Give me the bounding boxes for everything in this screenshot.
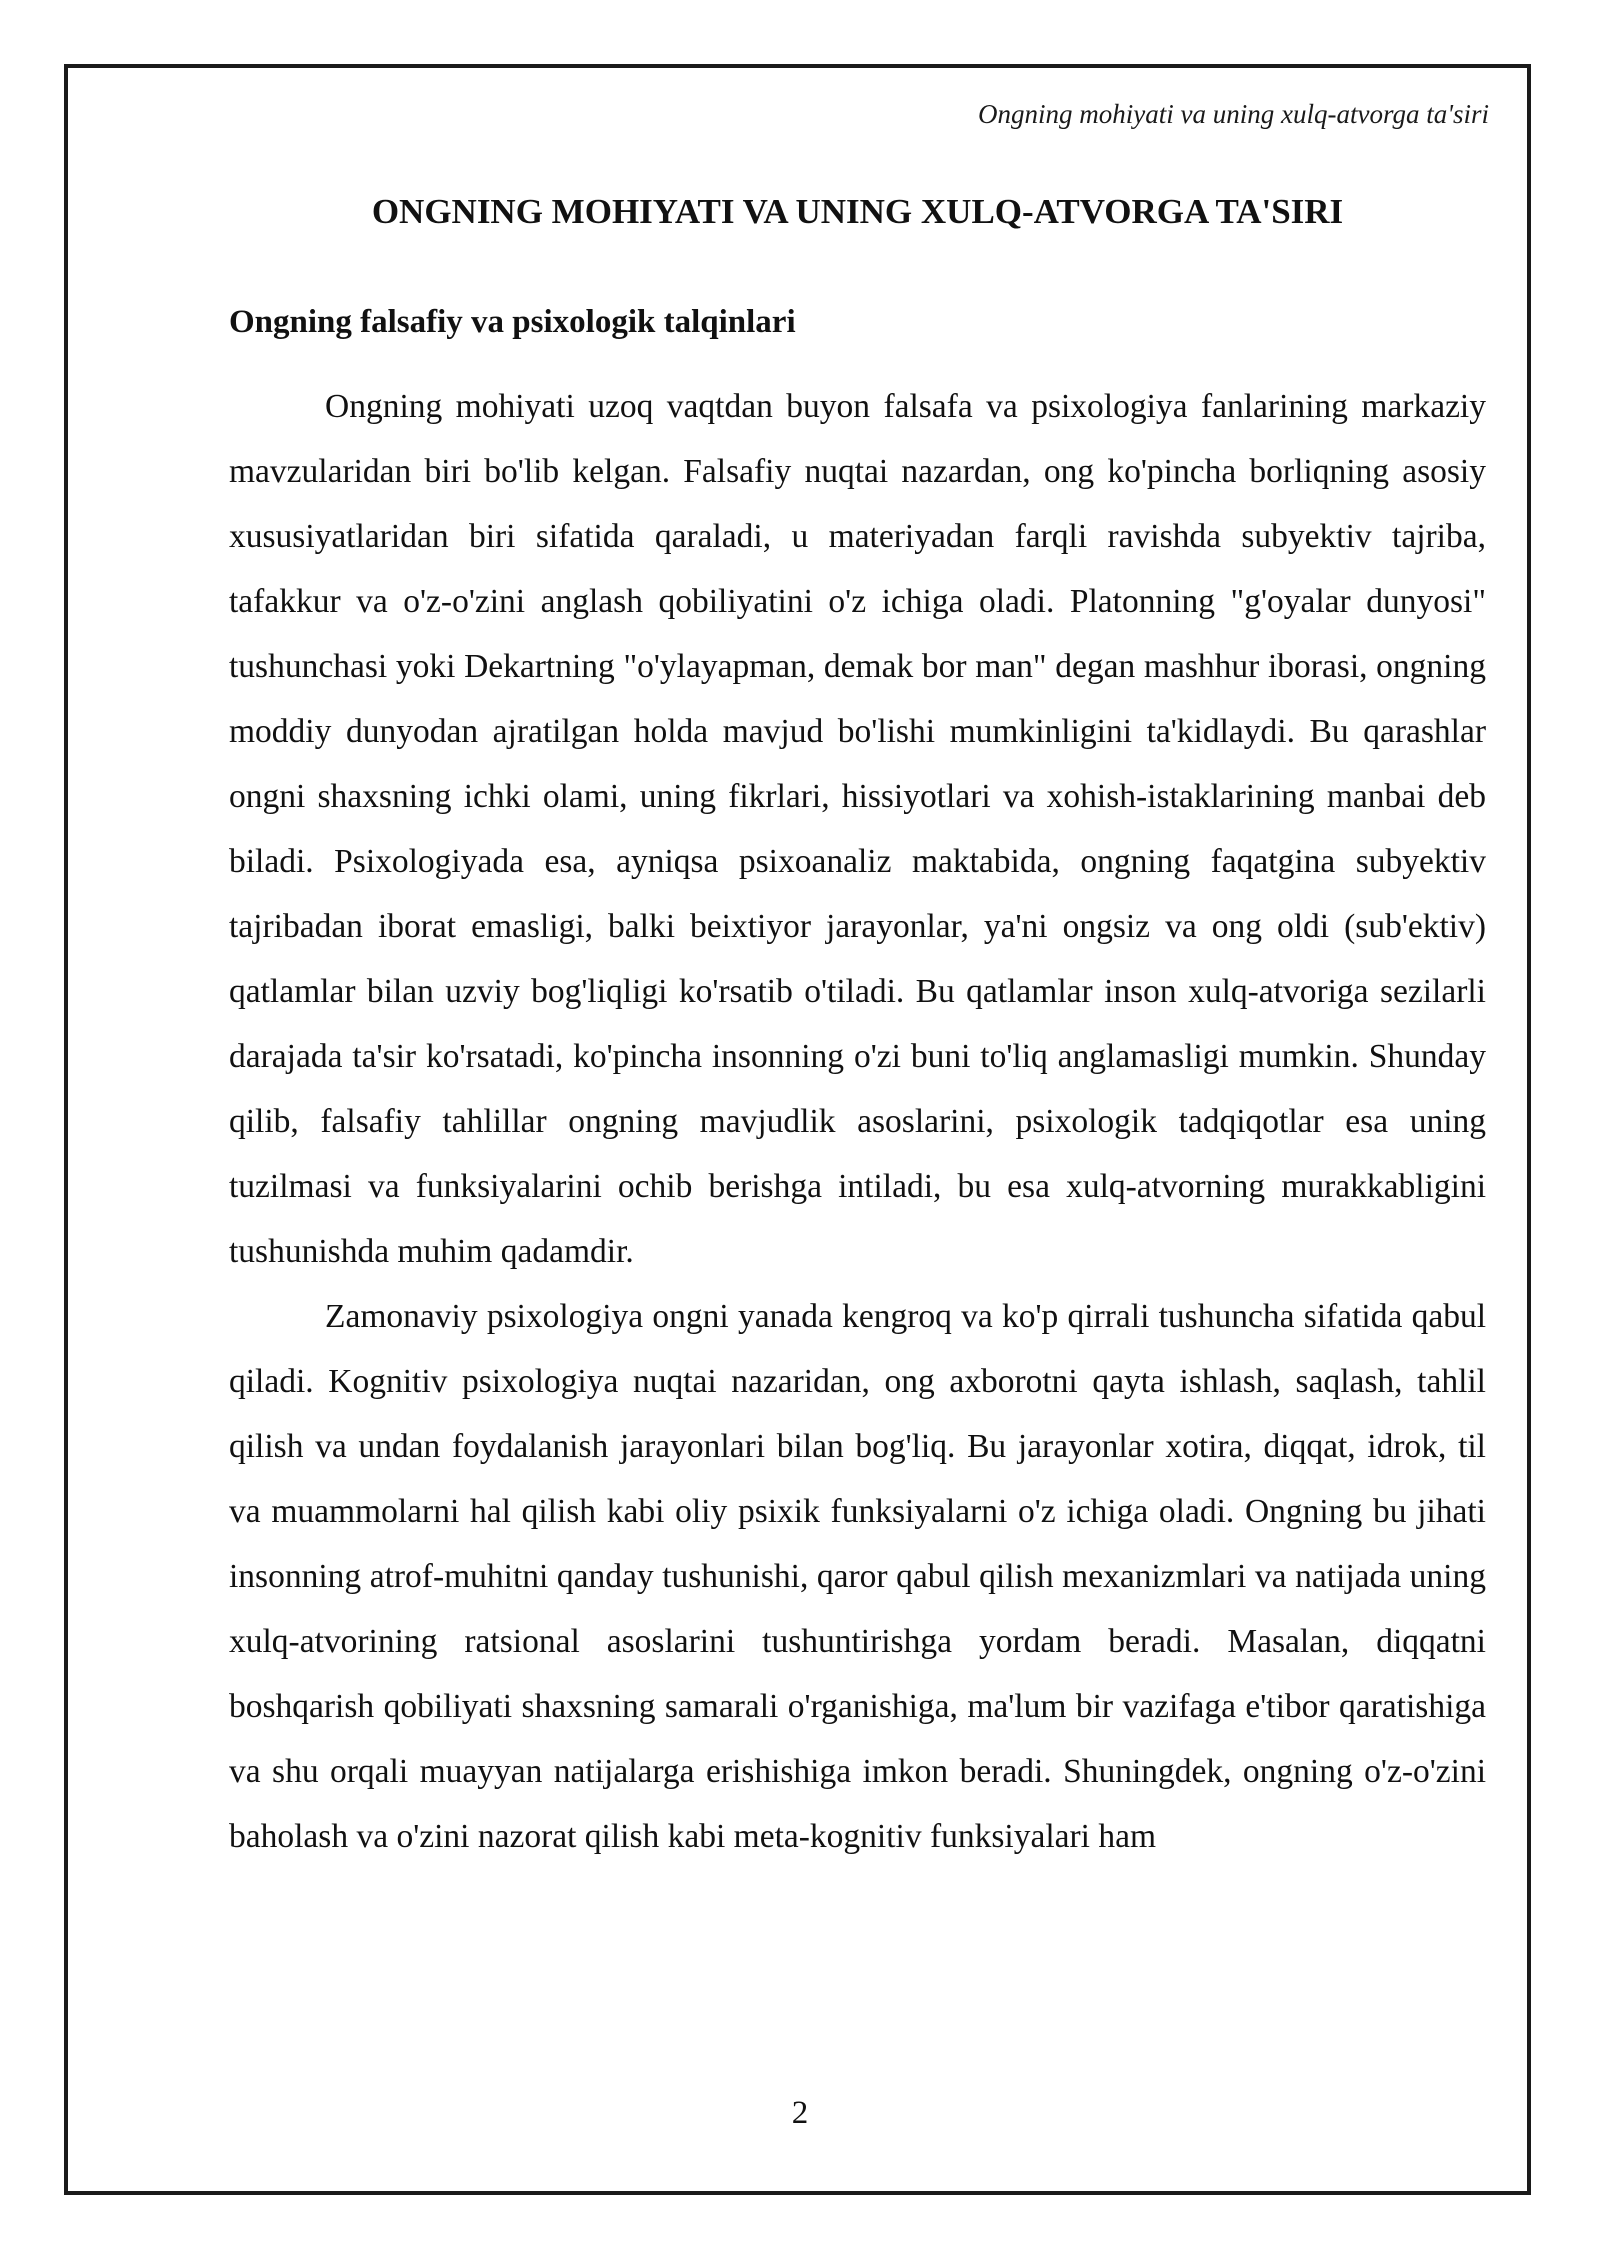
running-header: Ongning mohiyati va uning xulq-atvorga ta'siri (978, 99, 1489, 129)
page-number: 2 (791, 2095, 809, 2131)
paragraph-2: Zamonaviy psixologiya ongni yanada kengroq va ko'p qirrali tushuncha sifatida qabul qiladi. Kognitiv psixologiya nuqtai nazaridan, ong axborotni qayta ishlash, saqlash, tahlil qilish va undan foydalanish jarayonlari bilan bog'liq. Bu jarayonlar xotira, diqqat, idrok, til va muammolarni hal qilish kabi oliy psixik funksiyalarni o'z ichiga oladi. Ongning bu jihati insonning atrof-muhitni qanday tushunishi, qaror qabul qilish mexanizmlari va natijada uning xulq-atvorining ratsional asoslarini tushuntirishga yordam beradi. Masalan, diqqatni boshqarish qobiliyati shaxsning samarali o'rganishiga, ma'lum bir vazifaga e'tibor qaratishiga va shu orqali muayyan natijalarga erishishiga imkon beradi. Shuningdek, ongning o'z-o'zini baholash va o'zini nazorat qilish kabi meta-kognitiv funksiyalari ham (229, 1298, 1486, 1855)
section-heading: Ongning falsafiy va psixologik talqinlari (229, 304, 796, 340)
body-text (229, 374, 1486, 1869)
document-title: ONGNING MOHIYATI VA UNING XULQ-ATVORGA TA'SIRI (371, 192, 1344, 231)
paragraph-1: Ongning mohiyati uzoq vaqtdan buyon falsafa va psixologiya fanlarining markaziy mavzularidan biri bo'lib kelgan. Falsafiy nuqtai nazardan, ong ko'pincha borliqning asosiy xususiyatlaridan biri sifatida qaraladi, u materiyadan farqli ravishda subyektiv tajriba, tafakkur va o'z-o'zini anglash qobiliyatini o'z ichiga oladi. Platonning "g'oyalar dunyosi" tushunchasi yoki Dekartning "o'ylayapman, demak bor man" degan mashhur iborasi, ongning moddiy dunyodan ajratilgan holda mavjud bo'lishi mumkinligini ta'kidlaydi. Bu qarashlar ongni shaxsning ichki olami, uning fikrlari, hissiyotlari va xohish-istaklarining manbai deb biladi. Psixologiyada esa, ayniqsa psixoanaliz maktabida, ongning faqatgina subyektiv tajribadan iborat emasligi, balki beixtiyor jarayonlar, ya'ni ongsiz va ong oldi (sub'ektiv) qatlamlar bilan uzviy bog'liqligi ko'rsatib o'tiladi. Bu qatlamlar inson xulq-atvoriga sezilarli darajada ta'sir ko'rsatadi, ko'pincha insonning o'zi buni to'liq anglamasligi mumkin. Shunday qilib, falsafiy tahlillar ongning mavjudlik asoslarini, psixologik tadqiqotlar esa uning tuzilmasi va funksiyalarini ochib berishga intiladi, bu esa xulq-atvorning murakkabligini tushunishda muhim qadamdir. (229, 388, 1486, 1270)
